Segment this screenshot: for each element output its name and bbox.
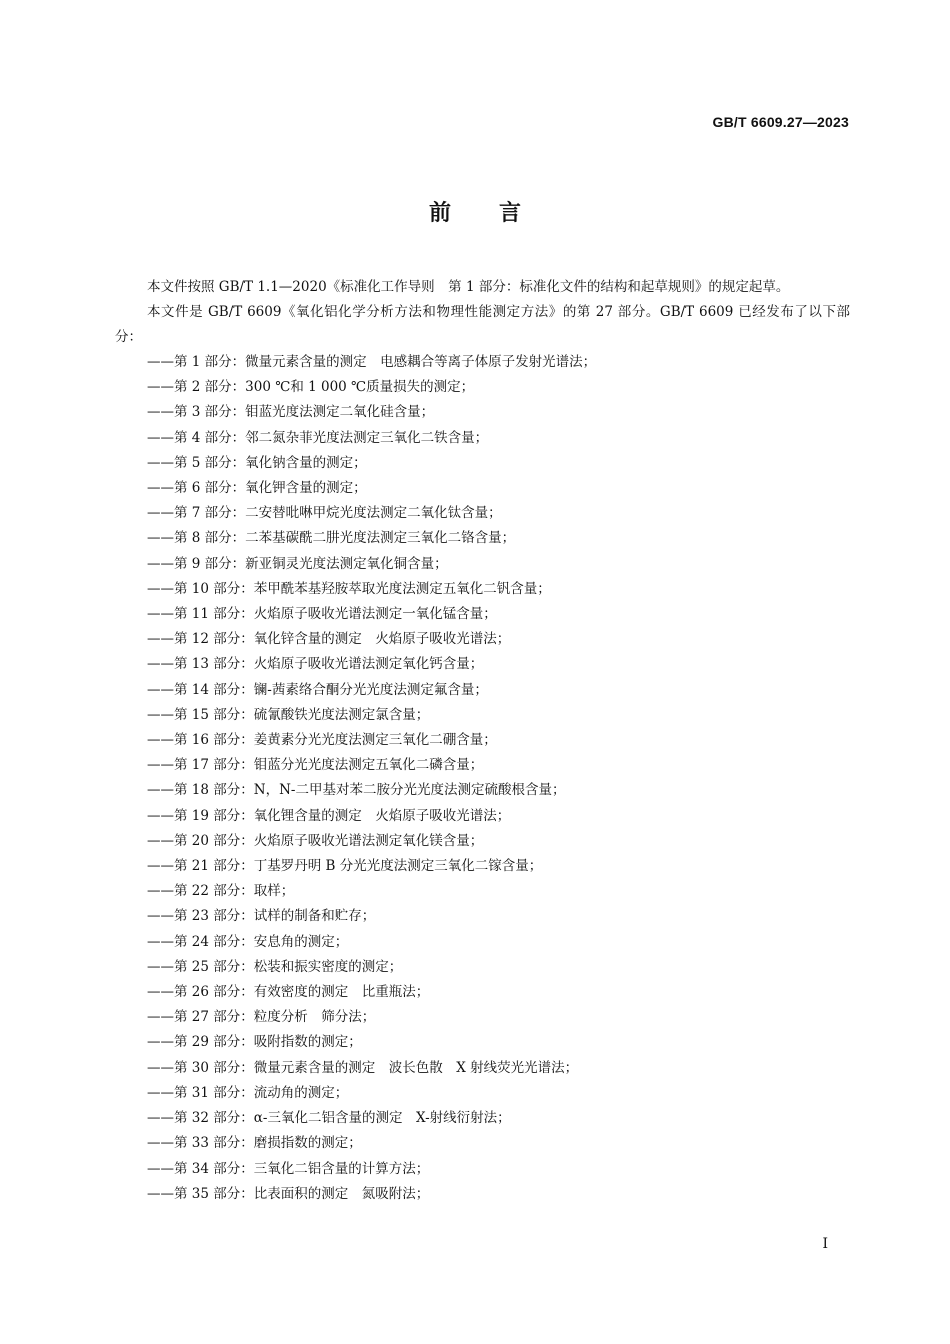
list-item: ——第 35 部分：比表面积的测定 氮吸附法；: [147, 1185, 430, 1202]
paragraph-series-intro: 本文件是 GB/T 6609《氧化铝化学分析方法和物理性能测定方法》的第 27 部分。GB/T 6609 已经发布了以下部分：: [115, 304, 850, 345]
list-item: ——第 6 部分：氧化钾含量的测定；: [147, 480, 367, 497]
list-item: ——第 19 部分：氧化锂含量的测定 火焰原子吸收光谱法；: [147, 807, 511, 824]
list-item: ——第 22 部分：取样；: [147, 883, 295, 900]
list-item: ——第 29 部分：吸附指数的测定；: [147, 1034, 362, 1051]
list-item: ——第 14 部分：镧-茜素络合酮分光光度法测定氟含量；: [147, 681, 488, 698]
standard-number: GB/T 6609.27—2023: [712, 114, 849, 130]
page-number: I: [822, 1236, 828, 1252]
list-item: ——第 34 部分：三氧化二铝含量的计算方法；: [147, 1160, 430, 1177]
list-item: ——第 27 部分：粒度分析 筛分法；: [147, 1009, 376, 1026]
list-item: ——第 10 部分：苯甲酰苯基羟胺萃取光度法测定五氧化二钒含量；: [147, 580, 551, 597]
list-item: ——第 8 部分：二苯基碳酰二肼光度法测定三氧化二铬含量；: [147, 530, 516, 547]
list-item: ——第 16 部分：姜黄素分光光度法测定三氧化二硼含量；: [147, 732, 497, 749]
paragraph-drafting-rules: 本文件按照 GB/T 1.1—2020《标准化工作导则 第 1 部分：标准化文件的结构和起草规则》的规定起草。: [147, 279, 790, 295]
parts-list: [115, 350, 850, 1207]
list-item: ——第 15 部分：硫氰酸铁光度法测定氯含量；: [147, 706, 430, 723]
list-item: ——第 31 部分：流动角的测定；: [147, 1084, 349, 1101]
list-item: ——第 11 部分：火焰原子吸收光谱法测定一氧化锰含量；: [147, 606, 497, 623]
list-item: ——第 26 部分：有效密度的测定 比重瓶法；: [147, 984, 430, 1001]
list-item: ——第 3 部分：钼蓝光度法测定二氧化硅含量；: [147, 404, 435, 421]
list-item: ——第 18 部分：N，N-二甲基对苯二胺分光光度法测定硫酸根含量；: [147, 782, 566, 799]
page-title: 前言: [428, 201, 569, 226]
list-item: ——第 21 部分：丁基罗丹明 B 分光光度法测定三氧化二镓含量；: [147, 858, 543, 875]
list-item: ——第 17 部分：钼蓝分光光度法测定五氧化二磷含量；: [147, 757, 484, 774]
list-item: ——第 2 部分：300 ℃和 1 000 ℃质量损失的测定；: [147, 379, 475, 396]
list-item: ——第 4 部分：邻二氮杂菲光度法测定三氧化二铁含量；: [147, 429, 489, 446]
list-item: ——第 9 部分：新亚铜灵光度法测定氧化铜含量；: [147, 555, 448, 572]
list-item: ——第 33 部分：磨损指数的测定；: [147, 1135, 362, 1152]
list-item: ——第 12 部分：氧化锌含量的测定 火焰原子吸收光谱法；: [147, 631, 511, 648]
list-item: ——第 32 部分：α-三氧化二铝含量的测定 X-射线衍射法；: [147, 1110, 511, 1127]
document-body: [115, 275, 850, 1207]
list-item: ——第 1 部分：微量元素含量的测定 电感耦合等离子体原子发射光谱法；: [147, 354, 597, 370]
list-item: ——第 25 部分：松装和振实密度的测定；: [147, 958, 403, 975]
list-item: ——第 5 部分：氧化钠含量的测定；: [147, 454, 367, 471]
list-item: ——第 23 部分：试样的制备和贮存；: [147, 908, 376, 925]
list-item: ——第 30 部分：微量元素含量的测定 波长色散 X 射线荧光光谱法；: [147, 1059, 579, 1076]
list-item: ——第 7 部分：二安替吡啉甲烷光度法测定二氧化钛含量；: [147, 505, 502, 522]
list-item: ——第 24 部分：安息角的测定；: [147, 933, 349, 950]
list-item: ——第 20 部分：火焰原子吸收光谱法测定氧化镁含量；: [147, 832, 484, 849]
list-item: ——第 13 部分：火焰原子吸收光谱法测定氧化钙含量；: [147, 656, 484, 673]
